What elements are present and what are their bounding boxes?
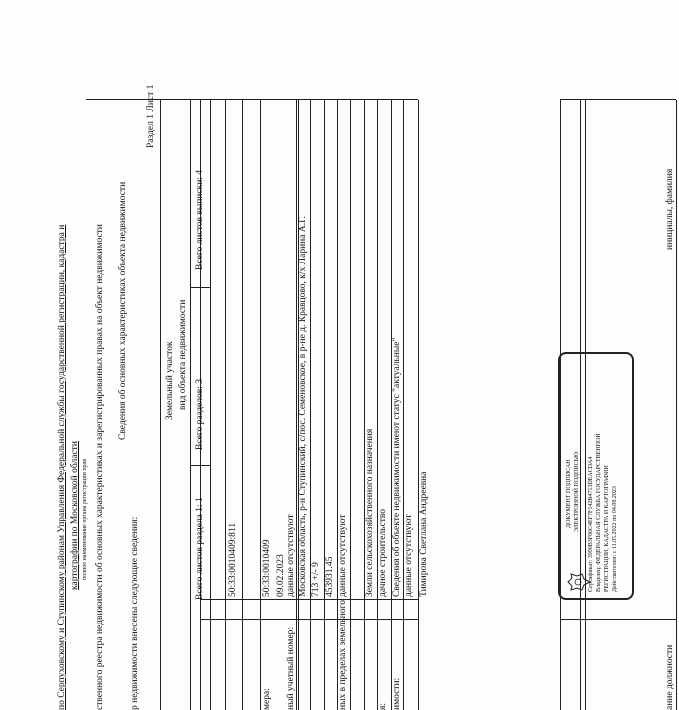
row-11-value: Сведения об объекте недвижимости имеют статус "актуальные" bbox=[392, 337, 402, 597]
sheets-in-section: Всего листов раздела 1: 1 bbox=[195, 497, 205, 600]
row-6-value: 453931.45 bbox=[325, 556, 335, 597]
row-2-value: 09.02.2023 bbox=[276, 554, 286, 597]
authority-line-2: картографии по Московской области bbox=[70, 441, 80, 590]
row-11-label: имости: bbox=[392, 677, 402, 710]
row-9-value: Земли сельскохозяйственного назначения bbox=[365, 428, 375, 597]
esign-title-1: ДОКУМЕНТ ПОДПИСАН bbox=[566, 459, 572, 528]
esign-owner-2: РЕГИСТРАЦИИ, КАДАСТРА И КАРТОГРАФИИ bbox=[604, 465, 610, 592]
label-value-separator bbox=[200, 599, 418, 600]
entered-note: р недвижимости внесены следующие сведения: bbox=[130, 516, 140, 710]
row-13-value: Тимирова Светлана Андреевна bbox=[419, 471, 429, 597]
authority-caption: полное наименование органа регистрации прав bbox=[82, 458, 88, 580]
esign-title-2: ЭЛЕКТРОННОЙ ПОДПИСЬЮ bbox=[574, 451, 580, 532]
signature-caption: инициалы, фамилия bbox=[665, 168, 675, 250]
row-5-value: 713 +/- 9 bbox=[311, 562, 321, 597]
authority-line-1: по Серпуховскому и Ступинскому районам Управления Федеральной службы государственной регистрации, кадастра и bbox=[57, 224, 67, 710]
esign-valid: Действителен: с 11.05.2022 по 04.08.2023 bbox=[612, 486, 618, 592]
sections-total: Всего разделов: 3 bbox=[195, 378, 205, 450]
electronic-signature-stamp bbox=[558, 352, 634, 600]
row-3-value: данные отсутствуют bbox=[286, 514, 296, 597]
object-type-caption: вид объекта недвижимости bbox=[178, 299, 188, 410]
table-right-border bbox=[86, 99, 418, 100]
row-10-label: я: bbox=[378, 702, 388, 710]
row-12-value: данные отсутствуют bbox=[404, 514, 414, 597]
sheets-total: Всего листов выписки: 4 bbox=[195, 169, 205, 270]
intro-text: ственного реестра недвижимости об основных характеристиках и зарегистрированных правах на объект недвижимости bbox=[95, 224, 105, 710]
row-3-label: ный учетный номер: bbox=[286, 626, 296, 710]
row-7-label: ных в пределах земельного bbox=[338, 599, 348, 710]
row-10-value: дачное строительство bbox=[378, 508, 388, 597]
footer-right-border bbox=[560, 99, 676, 100]
row-1-value: 50:33:0010409 bbox=[262, 539, 272, 597]
section-title: Сведения об основных характеристиках объекта недвижимости bbox=[118, 181, 128, 440]
object-type-value: Земельный участок bbox=[165, 341, 175, 420]
row-4-value: Московская область, р-н Ступинский, с/пос. Семеновское, в р-не д. Кравцово, к/х Ларина А.Г. bbox=[298, 216, 308, 597]
esign-owner-1: Владелец: ФЕДЕРАЛЬНАЯ СЛУЖБА ГОСУДАРСТВЕННОЙ bbox=[596, 433, 602, 592]
row-7-value: данные отсутствуют bbox=[338, 514, 348, 597]
position-caption: ание должности bbox=[665, 644, 675, 710]
sheet-label: Раздел 1 Лист 1 bbox=[146, 84, 156, 148]
esign-cert: Сертификат: 3990B3F86C4EF7F142B4713DEACDA4 bbox=[588, 456, 594, 592]
row-1-label: мера: bbox=[262, 688, 272, 710]
table-top-border bbox=[160, 100, 161, 710]
cadastral-number: 50:33:0010409:811 bbox=[228, 522, 238, 597]
